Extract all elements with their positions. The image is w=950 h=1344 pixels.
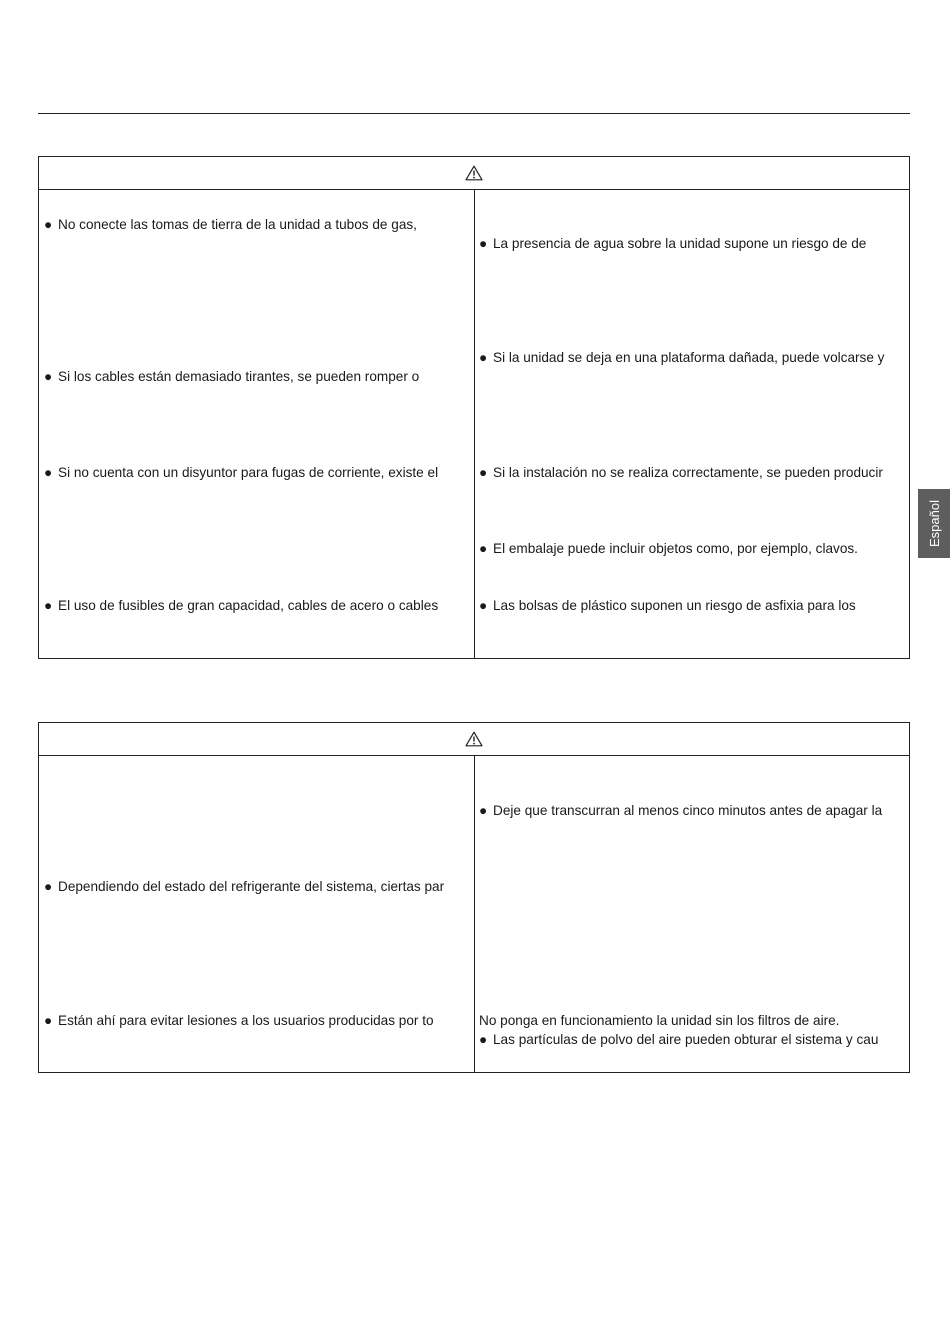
- bullet-icon: ●: [44, 217, 53, 232]
- header-rule: [38, 113, 910, 114]
- warning-triangle-icon: [465, 731, 483, 747]
- list-item: ● Deje que transcurran al menos cinco minutos antes de apagar la: [479, 803, 883, 818]
- warning-panel-1-header: [39, 157, 909, 190]
- bullet-icon: ●: [44, 369, 53, 384]
- list-item: ● Si la instalación no se realiza correctamente, se pueden producir: [479, 465, 883, 480]
- bullet-icon: ●: [44, 465, 53, 480]
- list-item: ● Si la unidad se deja en una plataforma dañada, puede volcarse y: [479, 350, 885, 365]
- warning-panel-2-header: [39, 723, 909, 756]
- bullet-icon: ●: [479, 465, 488, 480]
- bullet-icon: ●: [479, 1032, 488, 1047]
- warning-panel-2-body: [39, 756, 909, 1072]
- bullet-icon: ●: [44, 879, 53, 894]
- list-item: ● Dependiendo del estado del refrigerante del sistema, ciertas par: [44, 879, 445, 894]
- section-heading: No ponga en funcionamiento la unidad sin los filtros de aire.: [479, 1013, 840, 1028]
- list-item: ● La presencia de agua sobre la unidad supone un riesgo de de: [479, 236, 867, 251]
- list-item: ● El embalaje puede incluir objetos como, por ejemplo, clavos.: [479, 541, 858, 556]
- list-item: ● Si los cables están demasiado tirantes, se pueden romper o: [44, 369, 420, 384]
- warning-triangle-icon: [465, 165, 483, 181]
- list-item: ● Si no cuenta con un disyuntor para fugas de corriente, existe el: [44, 465, 439, 480]
- bullet-icon: ●: [479, 236, 488, 251]
- list-item: ● Las bolsas de plástico suponen un riesgo de asfixia para los: [479, 598, 856, 613]
- bullet-icon: ●: [479, 350, 488, 365]
- bullet-icon: ●: [479, 598, 488, 613]
- warning-panel-1-body: [39, 190, 909, 658]
- warning-panel-1: [38, 156, 910, 659]
- list-item: ● El uso de fusibles de gran capacidad, cables de acero o cables: [44, 598, 439, 613]
- bullet-icon: ●: [479, 541, 488, 556]
- list-item: ● Están ahí para evitar lesiones a los usuarios producidas por to: [44, 1013, 434, 1028]
- column-divider: [474, 190, 475, 658]
- bullet-icon: ●: [479, 803, 488, 818]
- bullet-icon: ●: [44, 1013, 53, 1028]
- language-tab-label: Español: [926, 500, 942, 547]
- bullet-icon: ●: [44, 598, 53, 613]
- list-item: ● No conecte las tomas de tierra de la unidad a tubos de gas,: [44, 217, 417, 232]
- column-divider: [474, 756, 475, 1072]
- language-tab: [918, 489, 950, 558]
- list-item: ● Las partículas de polvo del aire pueden obturar el sistema y cau: [479, 1032, 879, 1047]
- warning-panel-2: [38, 722, 910, 1073]
